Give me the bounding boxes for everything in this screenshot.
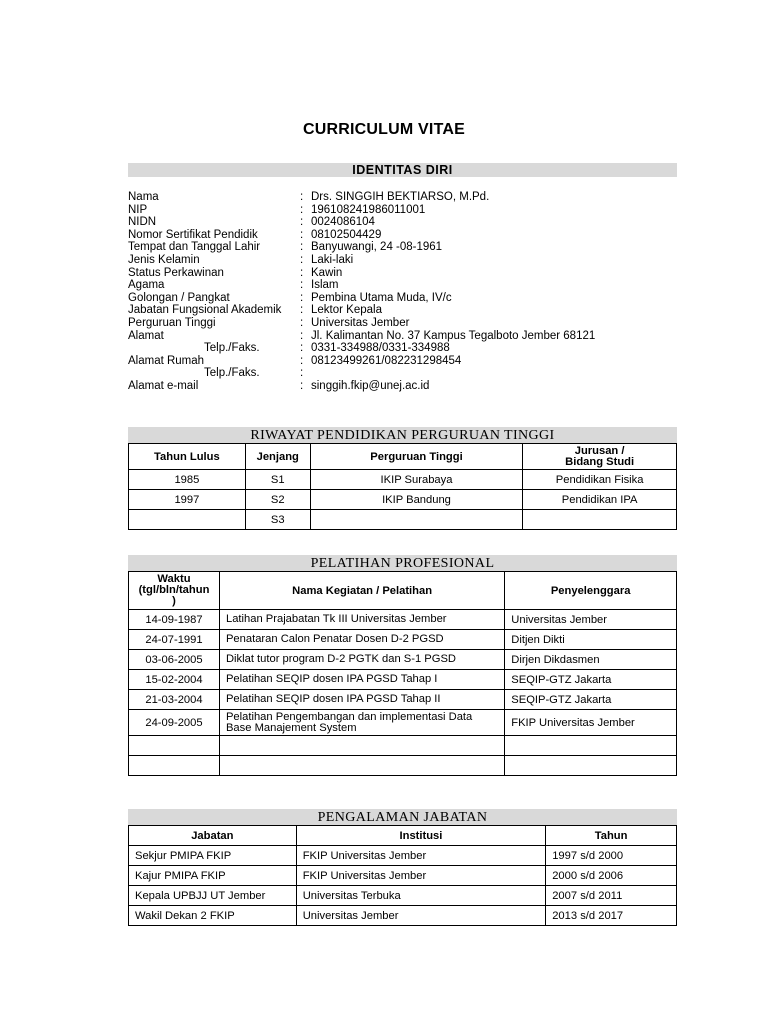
education-table: [128, 443, 677, 530]
page-title: CURRICULUM VITAE: [302, 121, 465, 138]
table-cell-organizer: Universitas Jember: [505, 610, 677, 630]
table-cell-date: 21-03-2004: [129, 690, 220, 710]
identity-row: [128, 216, 595, 229]
identity-value: Jl. Kalimantan No. 37 Kampus Tegalboto Jember 68121: [311, 329, 596, 342]
table-cell: Pendidikan IPA: [523, 490, 677, 510]
table-row: [129, 886, 677, 906]
table-cell-activity: [219, 650, 504, 670]
table-cell: Kepala UPBJJ UT Jember: [129, 886, 297, 906]
identity-row: [128, 204, 595, 217]
col-jurusan: Jurusan / Bidang Studi: [523, 444, 677, 470]
identity-colon: :: [300, 253, 304, 266]
table-cell: Kajur PMIPA FKIP: [129, 866, 297, 886]
identity-label: Golongan / Pangkat: [128, 291, 230, 304]
identity-row: [128, 292, 595, 305]
identity-colon: :: [300, 354, 304, 367]
col-jabatan: Jabatan: [129, 826, 297, 846]
table-cell-activity: [219, 670, 504, 690]
table-cell: Pendidikan Fisika: [523, 470, 677, 490]
identity-label: Tempat dan Tanggal Lahir: [128, 241, 261, 254]
table-cell: Universitas Terbuka: [296, 886, 546, 906]
table-cell-organizer: Ditjen Dikti: [505, 630, 677, 650]
table-row: [129, 906, 677, 926]
table-cell-date: 15-02-2004: [129, 670, 220, 690]
table-cell: FKIP Universitas Jember: [296, 846, 546, 866]
identity-value: Laki-laki: [311, 253, 354, 266]
table-cell: IKIP Surabaya: [310, 470, 523, 490]
identity-value: Pembina Utama Muda, IV/c: [311, 291, 452, 304]
identity-value: Kawin: [311, 266, 343, 279]
identity-label: Alamat: [128, 329, 164, 342]
identity-colon: :: [300, 266, 304, 279]
identity-label: Nama: [128, 191, 159, 203]
table-row: [129, 846, 677, 866]
table-row: [129, 510, 677, 530]
identity-colon: :: [300, 316, 304, 329]
identity-colon: :: [300, 379, 304, 392]
table-cell: 1997 s/d 2000: [546, 846, 677, 866]
col-penyelenggara: Penyelenggara: [505, 572, 677, 610]
table-cell: IKIP Bandung: [310, 490, 523, 510]
identity-row: [128, 380, 595, 393]
table-row: [129, 470, 677, 490]
col-perguruan-tinggi: Perguruan Tinggi: [310, 444, 523, 470]
identity-value: singgih.fkip@unej.ac.id: [311, 379, 430, 392]
table-cell-date: 03-06-2005: [129, 650, 220, 670]
activity-line-1: Diklat tutor program D-2 PGTK dan S-1 PGSD: [225, 653, 457, 665]
identity-label: NIDN: [128, 216, 157, 229]
table-cell: 1997: [129, 490, 246, 510]
table-row: [129, 756, 677, 776]
identity-row: [128, 191, 595, 204]
identity-label: Jenis Kelamin: [128, 253, 200, 266]
activity-line-1: Penataran Calon Penatar Dosen D-2 PGSD: [225, 633, 444, 645]
table-cell-date: 14-09-1987: [129, 610, 220, 630]
table-row: [129, 630, 677, 650]
table-cell: S1: [245, 470, 310, 490]
col-nama-kegiatan: Nama Kegiatan / Pelatihan: [219, 572, 504, 610]
table-cell: [129, 510, 246, 530]
table-cell-organizer: [505, 756, 677, 776]
table-cell: 2007 s/d 2011: [546, 886, 677, 906]
identity-value: Universitas Jember: [311, 316, 410, 329]
identity-row: [128, 267, 595, 280]
identity-row: [128, 330, 595, 343]
identity-value: 0024086104: [311, 216, 375, 229]
table-cell-date: 24-09-2005: [129, 710, 220, 736]
identity-label: Status Perkawinan: [128, 266, 224, 279]
identity-label: NIP: [128, 203, 148, 216]
identity-label: Alamat Rumah: [128, 354, 205, 367]
table-row: [129, 736, 677, 756]
identity-list: [128, 191, 595, 393]
table-cell-date: [129, 736, 220, 756]
identity-colon: :: [300, 279, 304, 292]
identity-label: Telp./Faks.: [204, 367, 260, 380]
identity-value: 08123499261/082231298454: [311, 354, 462, 367]
activity-line-1: Latihan Prajabatan Tk III Universitas Jember: [225, 613, 447, 625]
table-row: [129, 690, 677, 710]
identity-label: Agama: [128, 279, 165, 292]
col-waktu: Waktu (tgl/bln/tahun ): [129, 572, 220, 610]
col-jenjang: Jenjang: [245, 444, 310, 470]
identity-colon: :: [300, 228, 304, 241]
identity-colon: :: [300, 291, 304, 304]
identity-colon: :: [300, 203, 304, 216]
activity-line-1: Pelatihan Pengembangan dan implementasi Data: [225, 710, 473, 723]
table-row: [129, 866, 677, 886]
activity-line-2: Base Manajement System: [225, 721, 357, 734]
table-row: [129, 650, 677, 670]
table-cell-organizer: [505, 736, 677, 756]
identity-value: 08102504429: [311, 228, 382, 241]
identity-row: [128, 254, 595, 267]
table-cell: 2013 s/d 2017: [546, 906, 677, 926]
training-table: [128, 571, 677, 776]
identity-label: Perguruan Tinggi: [128, 316, 216, 329]
section-header-pendidikan: RIWAYAT PENDIDIKAN PERGURUAN TINGGI: [128, 427, 677, 443]
identity-colon: :: [300, 367, 304, 380]
table-cell-activity: [219, 756, 504, 776]
identity-value: 0331-334988/0331-334988: [311, 342, 450, 355]
identity-row: [128, 317, 595, 330]
table-cell: 1985: [129, 470, 246, 490]
identity-row: [128, 279, 595, 292]
table-cell: 2000 s/d 2006: [546, 866, 677, 886]
table-cell-organizer: Dirjen Dikdasmen: [505, 650, 677, 670]
identity-colon: :: [300, 241, 304, 254]
activity-line-1: Pelatihan SEQIP dosen IPA PGSD Tahap II: [225, 693, 441, 705]
table-row: [129, 610, 677, 630]
identity-label: Jabatan Fungsional Akademik: [128, 304, 282, 317]
table-cell-organizer: FKIP Universitas Jember: [505, 710, 677, 736]
position-table: [128, 825, 677, 926]
identity-row: [128, 367, 595, 380]
identity-row: [128, 229, 595, 242]
activity-line-1: Pelatihan SEQIP dosen IPA PGSD Tahap I: [225, 673, 438, 685]
table-cell: S3: [245, 510, 310, 530]
identity-value: Drs. SINGGIH BEKTIARSO, M.Pd.: [311, 191, 490, 203]
identity-row: [128, 241, 595, 254]
table-cell-activity: [219, 710, 504, 736]
section-header-jabatan: PENGALAMAN JABATAN: [128, 809, 677, 825]
identity-label: Nomor Sertifikat Pendidik: [128, 228, 258, 241]
col-institusi: Institusi: [296, 826, 546, 846]
identity-colon: :: [300, 304, 304, 317]
identity-label: Telp./Faks.: [204, 342, 260, 355]
table-cell-date: [129, 756, 220, 776]
identity-value: Banyuwangi, 24 -08-1961: [311, 241, 443, 254]
identity-value: Islam: [311, 279, 339, 292]
table-cell: [523, 510, 677, 530]
table-row: [129, 490, 677, 510]
identity-row: [128, 304, 595, 317]
identity-colon: :: [300, 216, 304, 229]
table-row: [129, 710, 677, 736]
identity-value: Lektor Kepala: [311, 304, 382, 317]
identity-colon: :: [300, 342, 304, 355]
identity-colon: :: [300, 191, 304, 203]
col-tahun: Tahun: [546, 826, 677, 846]
table-cell: Wakil Dekan 2 FKIP: [129, 906, 297, 926]
table-cell: S2: [245, 490, 310, 510]
table-cell-activity: [219, 610, 504, 630]
identity-label: Alamat e-mail: [128, 379, 199, 392]
table-cell: Universitas Jember: [296, 906, 546, 926]
table-cell-organizer: SEQIP-GTZ Jakarta: [505, 690, 677, 710]
section-header-pelatihan: PELATIHAN PROFESIONAL: [128, 555, 677, 571]
table-cell-activity: [219, 736, 504, 756]
section-header-identitas: IDENTITAS DIRI: [128, 163, 677, 177]
table-cell-activity: [219, 690, 504, 710]
table-cell: [310, 510, 523, 530]
table-cell-organizer: SEQIP-GTZ Jakarta: [505, 670, 677, 690]
table-cell-activity: [219, 630, 504, 650]
table-cell: FKIP Universitas Jember: [296, 866, 546, 886]
identity-row: [128, 342, 595, 355]
identity-colon: :: [300, 329, 304, 342]
col-tahun-lulus: Tahun Lulus: [129, 444, 246, 470]
table-row: [129, 670, 677, 690]
identity-value: 196108241986011001: [311, 203, 426, 216]
table-cell: Sekjur PMIPA FKIP: [129, 846, 297, 866]
identity-row: [128, 355, 595, 368]
table-cell-date: 24-07-1991: [129, 630, 220, 650]
